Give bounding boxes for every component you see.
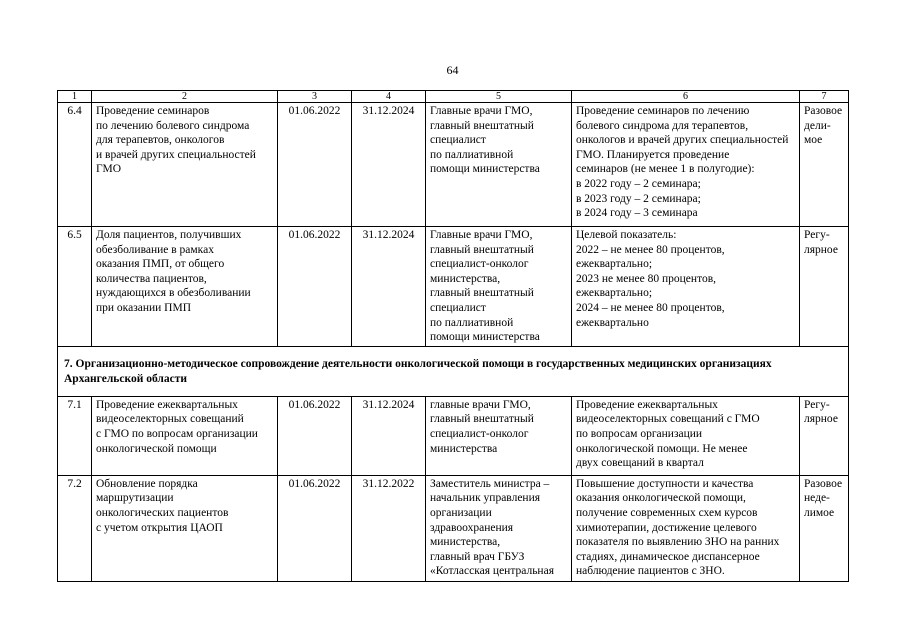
activity-type: Разовое неде- лимое bbox=[800, 475, 849, 581]
responsible: главные врачи ГМО, главный внештатный специалист-онколог министерства bbox=[426, 396, 572, 475]
column-number: 1 bbox=[58, 91, 92, 103]
row-number: 6.4 bbox=[58, 103, 92, 227]
section-heading-row bbox=[58, 346, 849, 396]
row-number: 7.1 bbox=[58, 396, 92, 475]
column-number-row bbox=[58, 91, 849, 103]
column-number: 5 bbox=[426, 91, 572, 103]
end-date: 31.12.2024 bbox=[352, 103, 426, 227]
table-row bbox=[58, 227, 849, 347]
section-title: 7. Организационно-методическое сопровождение деятельности онкологической помощи в государственных медицинских организациях Архангельской области bbox=[58, 346, 849, 396]
column-number: 7 bbox=[800, 91, 849, 103]
expected-result: Проведение семинаров по лечению болевого синдрома для терапевтов, онкологов и врачей других специальностей ГМО. Планируется проведение семинаров (не менее 1 в полугодие): в 2022 году – 2 семинара; в 2023 году – 2 семинара; в 2024 году – 3 семинара bbox=[572, 103, 800, 227]
row-number: 7.2 bbox=[58, 475, 92, 581]
expected-result: Повышение доступности и качества оказания онкологической помощи, получение современных схем курсов химиотерапии, достижение целевого показателя по выявлению ЗНО на ранних стадиях, динамическое диспансерное наблюдение пациентов с ЗНО. bbox=[572, 475, 800, 581]
responsible: Заместитель министра – начальник управления организации здравоохранения министерства, главный врач ГБУЗ «Котласская центральная bbox=[426, 475, 572, 581]
expected-result: Целевой показатель: 2022 – не менее 80 процентов, ежеквартально; 2023 не менее 80 процентов, ежеквартально; 2024 – не менее 80 процентов, ежеквартально bbox=[572, 227, 800, 347]
start-date: 01.06.2022 bbox=[278, 475, 352, 581]
responsible: Главные врачи ГМО, главный внештатный специалист по паллиативной помощи министерства bbox=[426, 103, 572, 227]
end-date: 31.12.2024 bbox=[352, 227, 426, 347]
table-row bbox=[58, 475, 849, 581]
start-date: 01.06.2022 bbox=[278, 103, 352, 227]
plan-table bbox=[57, 90, 849, 582]
end-date: 31.12.2022 bbox=[352, 475, 426, 581]
end-date: 31.12.2024 bbox=[352, 396, 426, 475]
start-date: 01.06.2022 bbox=[278, 227, 352, 347]
column-number: 4 bbox=[352, 91, 426, 103]
activity-type: Разовое дели- мое bbox=[800, 103, 849, 227]
responsible: Главные врачи ГМО, главный внештатный специалист-онколог министерства, главный внештатный специалист по паллиативной помощи министерства bbox=[426, 227, 572, 347]
activity-type: Регу- лярное bbox=[800, 227, 849, 347]
column-number: 2 bbox=[92, 91, 278, 103]
column-number: 3 bbox=[278, 91, 352, 103]
activity-name: Проведение семинаров по лечению болевого синдрома для терапевтов, онкологов и врачей других специальностей ГМО bbox=[92, 103, 278, 227]
column-number: 6 bbox=[572, 91, 800, 103]
row-number: 6.5 bbox=[58, 227, 92, 347]
table-row bbox=[58, 103, 849, 227]
start-date: 01.06.2022 bbox=[278, 396, 352, 475]
activity-name: Обновление порядка маршрутизации онкологических пациентов с учетом открытия ЦАОП bbox=[92, 475, 278, 581]
table-row bbox=[58, 396, 849, 475]
page-number: 64 bbox=[446, 63, 459, 77]
activity-type: Регу- лярное bbox=[800, 396, 849, 475]
activity-name: Проведение ежеквартальных видеоселекторных совещаний с ГМО по вопросам организации онкологической помощи bbox=[92, 396, 278, 475]
expected-result: Проведение ежеквартальных видеоселекторных совещаний с ГМО по вопросам организации онкологической помощи. Не менее двух совещаний в квартал bbox=[572, 396, 800, 475]
activity-name: Доля пациентов, получивших обезболивание в рамках оказания ПМП, от общего количества пациентов, нуждающихся в обезболивании при оказании ПМП bbox=[92, 227, 278, 347]
